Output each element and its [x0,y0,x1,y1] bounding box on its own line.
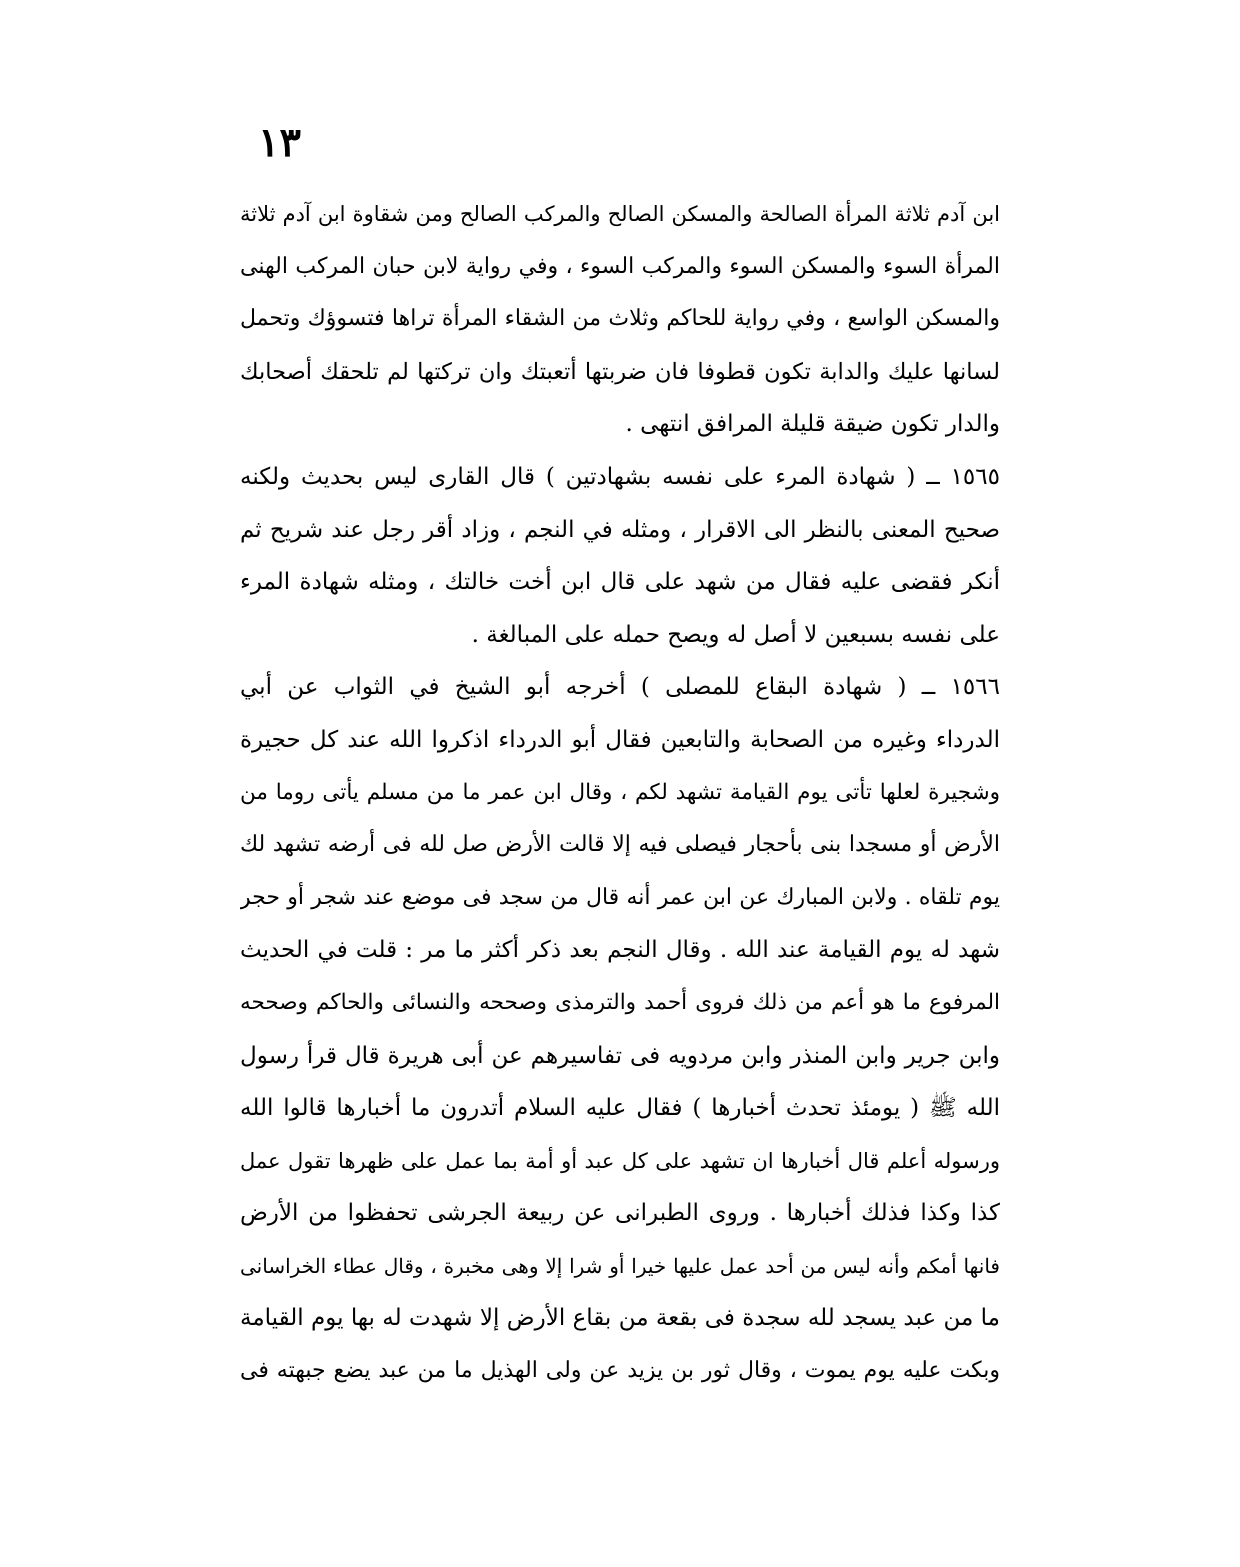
text-line: وشجيرة لعلها تأتى يوم القيامة تشهد لكم ، وقال ابن عمر ما من مسلم يأتى روما من [240,779,1000,805]
text-line: ١٥٦٥ ــ ( شهادة المرء على نفسه بشهادتين ) قال القارى ليس بحديث ولكنه [240,463,1000,490]
text-line: وبكت عليه يوم يموت ، وقال ثور بن يزيد عن ولى الهذيل ما من عبد يضع جبهته فى [240,1358,1000,1384]
text-line: صحيح المعنى بالنظر الى الاقرار ، ومثله في النجم ، وزاد أقر رجل عند شريح ثم [240,516,1000,543]
text-line: ابن آدم ثلاثة المرأة الصالحة والمسكن الصالح والمركب الصالح ومن شقاوة ابن آدم ثلاثة [240,202,1000,226]
page-number: ١٣ [258,119,301,166]
text-line: كذا وكذا فذلك أخبارها . وروى الطبرانى عن ربيعة الجرشى تحفظوا من الأرض [240,1200,1000,1227]
text-line: لسانها عليك والدابة تكون قطوفا فان ضربتها أتعبتك وان تركتها لم تلحقك أصحابك [240,358,1000,385]
text-line: المرفوع ما هو أعم من ذلك فروى أحمد والترمذى وصححه والنسائى والحاكم وصححه [240,989,1000,1015]
text-line: والدار تكون ضيقة قليلة المرافق انتهى . [625,411,1000,438]
text-line: الله ﷺ ( يومئذ تحدث أخبارها ) فقال عليه السلام أتدرون ما أخبارها قالوا الله [240,1095,1000,1122]
text-line: الدرداء وغيره من الصحابة والتابعين فقال أبو الدرداء اذكروا الله عند كل حجيرة [240,726,1000,753]
text-line: على نفسه بسبعين لا أصل له ويصح حمله على المبالغة . [471,621,1000,648]
text-line: المرأة السوء والمسكن السوء والمركب السوء ، وفي رواية لابن حبان المركب الهنى [240,253,1000,279]
text-line: وابن جرير وابن المنذر وابن مردويه فى تفاسيرهم عن أبى هريرة قال قرأ رسول [240,1042,1000,1069]
text-line: ورسوله أعلم قال أخبارها ان تشهد على كل عبد أو أمة بما عمل على ظهرها تقول عمل [240,1148,1000,1173]
text-line: ما من عبد يسجد لله سجدة فى بقعة من بقاع الأرض إلا شهدت له بها يوم القيامة [240,1305,1000,1332]
text-line: أنكر فقضى عليه فقال من شهد على قال ابن أخت خالتك ، ومثله شهادة المرء [240,569,1000,596]
text-line: ١٥٦٦ ــ ( شهادة البقاع للمصلى ) أخرجه أبو الشيخ في الثواب عن أبي [240,674,1000,701]
text-line: فانها أمكم وأنه ليس من أحد عمل عليها خيرا أو شرا إلا وهى مخبرة ، وقال عطاء الخراسانى [240,1253,1000,1278]
text-body [240,188,1000,1398]
text-line: يوم تلقاه . ولابن المبارك عن ابن عمر أنه قال من سجد فى موضع عند شجر أو حجر [240,884,1000,910]
text-line: والمسكن الواسع ، وفي رواية للحاكم وثلاث من الشقاء المرأة تراها فتسوؤك وتحمل [240,306,1000,332]
text-line: شهد له يوم القيامة عند الله . وقال النجم بعد ذكر أكثر ما مر : قلت في الحديث [240,937,1000,964]
text-line: الأرض أو مسجدا بنى بأحجار فيصلى فيه إلا قالت الأرض صل لله فى أرضه تشهد لك [240,832,1000,858]
